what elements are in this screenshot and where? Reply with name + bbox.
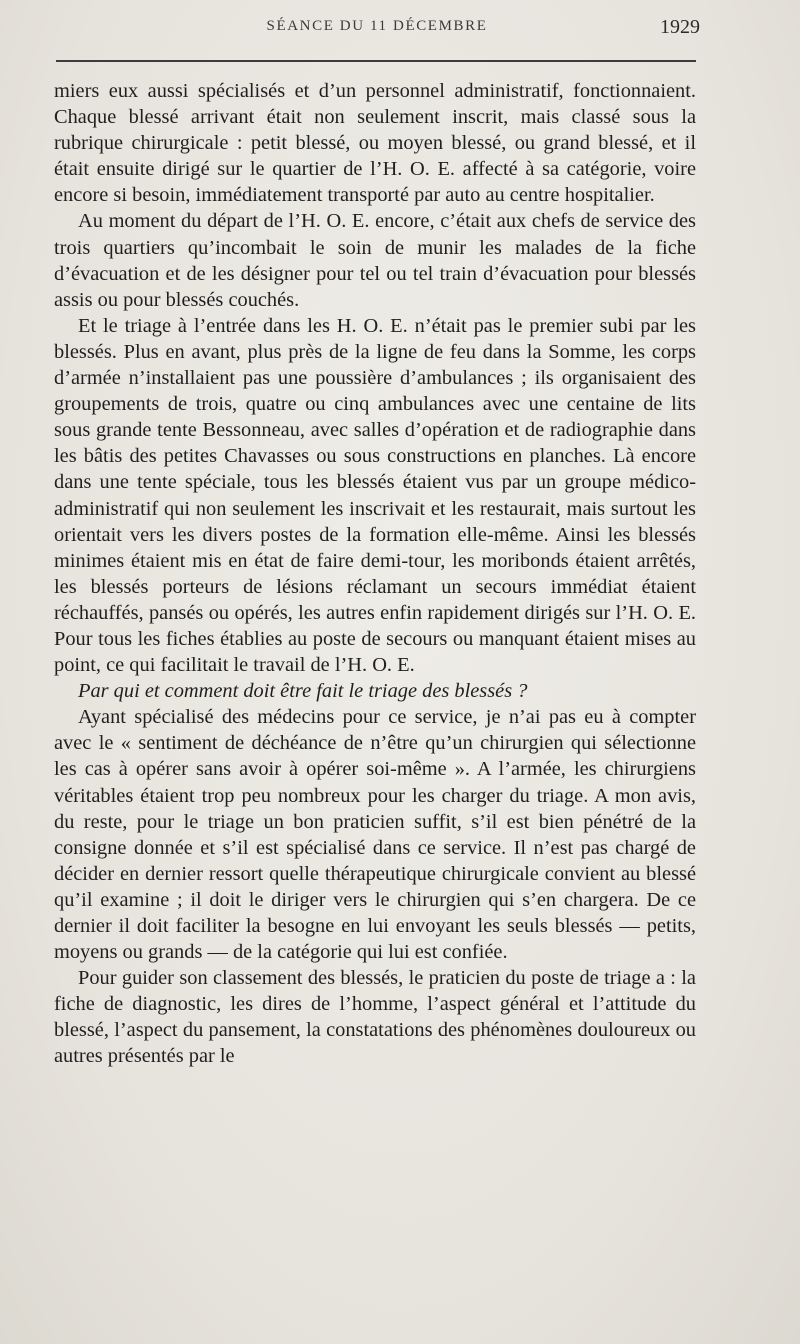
paragraph: Au moment du départ de l’H. O. E. encore, c’était aux chefs de service des trois quartiers qu’incombait le soin de munir les malades de la fiche d’évacuation et de les désigner pour tel ou tel train d’évacuation pour blessés assis ou pour blessés couchés.: [54, 210, 696, 311]
page-number: 1929: [660, 16, 700, 38]
body-text: [54, 78, 696, 1070]
header-rule: [56, 60, 696, 62]
page-header: [54, 18, 700, 46]
paragraph: Ayant spécialisé des médecins pour ce service, je n’ai pas eu à compter avec le « sentiment de déchéance de n’être qu’un chirurgien qui sélectionne les cas à opérer sans avoir à opérer soi-même ». A l’armée, les chirurgiens véritables étaient trop peu nombreux pour les charger du triage. A mon avis, du reste, pour le triage un bon praticien suffit, s’il est bien pénétré de la consigne donnée et s’il est spécialisé dans ce service. Il n’est pas chargé de décider en dernier ressort quelle thérapeutique chirurgicale convient au blessé qu’il examine ; il doit le diriger vers le chirurgien qui s’en chargera. De ce dernier il doit faciliter la besogne en lui envoyant les seuls blessés — petits, moyens ou grands — de la catégorie qui lui est confiée.: [54, 706, 696, 964]
paragraph: Pour guider son classement des blessés, le praticien du poste de triage a : la fiche de diagnostic, les dires de l’homme, l’aspect général et l’attitude du blessé, l’aspect du pansement, la constatations des phénomènes douloureux ou autres présentés par le: [54, 967, 696, 1068]
running-head: SÉANCE DU 11 DÉCEMBRE: [266, 18, 488, 34]
paragraph: miers eux aussi spécialisés et d’un personnel administratif, fonctionnaient. Chaque blessé arrivant était non seulement inscrit, mais classé sous la rubrique chirurgicale : petit blessé, ou moyen blessé, ou grand blessé, et il était ensuite dirigé sur le quartier de l’H. O. E. affecté à sa catégorie, voire encore si besoin, immédiatement transporté par auto au centre hospitalier.: [54, 80, 696, 207]
section-question: Par qui et comment doit être fait le triage des blessés ?: [78, 680, 528, 703]
paragraph: Et le triage à l’entrée dans les H. O. E. n’était pas le premier subi par les blessés. Plus en avant, plus près de la ligne de feu dans la Somme, les corps d’armée n’installaient pas une poussière d’ambulances ; ils organisaient des groupements de trois, quatre ou cinq ambulances avec une centaine de lits sous grande tente Bessonneau, avec salles d’opération et de radiographie dans les bâtis des petites Chavasses ou sous constructions en planches. Là encore dans une tente spéciale, tous les blessés étaient vus par un groupe médico-administratif qui non seulement les inscrivait et les restaurait, mais surtout les orientait vers les divers postes de la formation elle-même. Ainsi les blessés minimes étaient mis en état de faire demi-tour, les moribonds étaient arrêtés, les blessés porteurs de lésions réclamant un secours immédiat étaient réchauffés, pansés ou opérés, les autres enfin rapidement dirigés sur l’H. O. E. Pour tous les fiches établies au poste de secours ou manquant étaient mises au point, ce qui facilitait le travail de l’H. O. E.: [54, 314, 696, 677]
